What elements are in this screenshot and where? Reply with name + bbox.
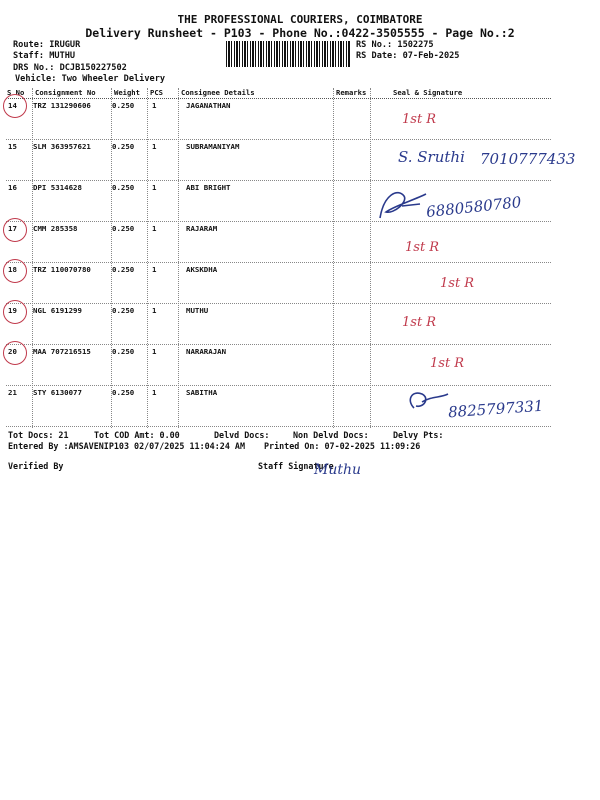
cell-pcs: 1 [152,183,157,192]
vehicle-label: Vehicle: Two Wheeler Delivery [15,74,166,84]
header-consignment: Consignment No [35,88,96,97]
cell-pcs: 1 [152,347,157,356]
handwritten-mark: 1st R [440,276,475,291]
cell-pcs: 1 [152,224,157,233]
cell-consignee: AKSKDHA [186,265,218,274]
table-row [6,344,551,385]
cell-consignment: SLM 363957621 [33,142,91,151]
table-row [6,303,551,344]
cell-consignee: SABITHA [186,388,218,397]
cell-weight: 0.250 [112,265,135,274]
header-remarks: Remarks [336,88,367,97]
table-row [6,221,551,262]
handwritten-signature: S. Sruthi [398,148,465,166]
cell-pcs: 1 [152,388,157,397]
delivery-table [6,88,551,428]
cell-consignee: SUBRAMANIYAM [186,142,240,151]
delvd-docs: Delvd Docs: [214,430,270,440]
company-title: THE PROFESSIONAL COURIERS, COIMBATORE [177,13,423,26]
cell-sno: 14 [8,101,17,110]
cell-weight: 0.250 [112,101,135,110]
circle-mark [3,94,27,118]
route-label: Route: IRUGUR [13,40,81,50]
cell-weight: 0.250 [112,142,135,151]
cell-weight: 0.250 [112,347,135,356]
cell-weight: 0.250 [112,388,135,397]
cell-consignment: DPI 5314628 [33,183,82,192]
cell-weight: 0.250 [112,224,135,233]
header-weight: Weight [114,88,140,97]
cell-consignee: NARARAJAN [186,347,227,356]
handwritten-signature-scribble [404,388,454,412]
delvy-pts: Delvy Pts: [393,430,444,440]
circle-mark [3,218,27,242]
handwritten-phone: 8825797331 [447,396,544,422]
header-sno: S No [7,88,25,97]
cell-sno: 19 [8,306,17,315]
cell-sno: 18 [8,265,17,274]
cell-consignee: ABI BRIGHT [186,183,231,192]
cell-weight: 0.250 [112,183,135,192]
handwritten-mark: 1st R [402,315,437,330]
rs-date: RS Date: 07-Feb-2025 [356,51,460,61]
cell-consignment: NGL 6191299 [33,306,82,315]
cell-sno: 21 [8,388,17,397]
handwritten-mark: 1st R [402,112,437,127]
verified-by: Verified By [8,461,64,471]
staff-label: Staff: MUTHU [13,51,76,61]
tot-cod: Tot COD Amt: 0.00 [94,430,180,440]
cell-pcs: 1 [152,101,157,110]
barcode [226,41,350,67]
handwritten-mark: 1st R [430,356,465,371]
cell-consignee: RAJARAM [186,224,218,233]
cell-sno: 15 [8,142,17,151]
circle-mark [3,300,27,324]
circle-mark [3,341,27,365]
handwritten-phone: 7010777433 [480,150,576,168]
rs-number: RS No.: 1502275 [356,40,434,50]
header-pcs: PCS [150,88,163,97]
cell-consignment: TRZ 110070780 [33,265,91,274]
runsheet-subtitle: Delivery Runsheet - P103 - Phone No.:0422-3505555 - Page No.:2 [85,26,515,40]
staff-signature: Muthu [314,462,362,478]
table-row [6,98,551,139]
drs-number: DRS No.: DCJB150227502 [13,63,127,73]
cell-consignment: CMM 285358 [33,224,78,233]
cell-sno: 17 [8,224,17,233]
header-consignee: Consignee Details [181,88,255,97]
non-delvd-docs: Non Delvd Docs: [293,430,369,440]
cell-sno: 16 [8,183,17,192]
staff-signature-label: Staff Signature [258,461,334,471]
cell-pcs: 1 [152,306,157,315]
header-seal: Seal & Signature [393,88,463,97]
circle-mark [3,259,27,283]
cell-consignment: STY 6130077 [33,388,82,397]
table-row [6,139,551,180]
entered-by: Entered By :AMSAVENIP103 02/07/2025 11:04:24 AM [8,441,245,451]
handwritten-mark: 1st R [405,240,440,255]
cell-consignment: MAA 707216515 [33,347,91,356]
tot-docs: Tot Docs: 21 [8,430,69,440]
cell-consignment: TRZ 131290606 [33,101,91,110]
handwritten-phone: 6880580780 [425,193,523,221]
cell-consignee: JAGANATHAN [186,101,231,110]
cell-weight: 0.250 [112,306,135,315]
cell-pcs: 1 [152,142,157,151]
cell-sno: 20 [8,347,17,356]
cell-consignee: MUTHU [186,306,209,315]
printed-on: Printed On: 07-02-2025 11:09:26 [264,441,421,451]
cell-pcs: 1 [152,265,157,274]
